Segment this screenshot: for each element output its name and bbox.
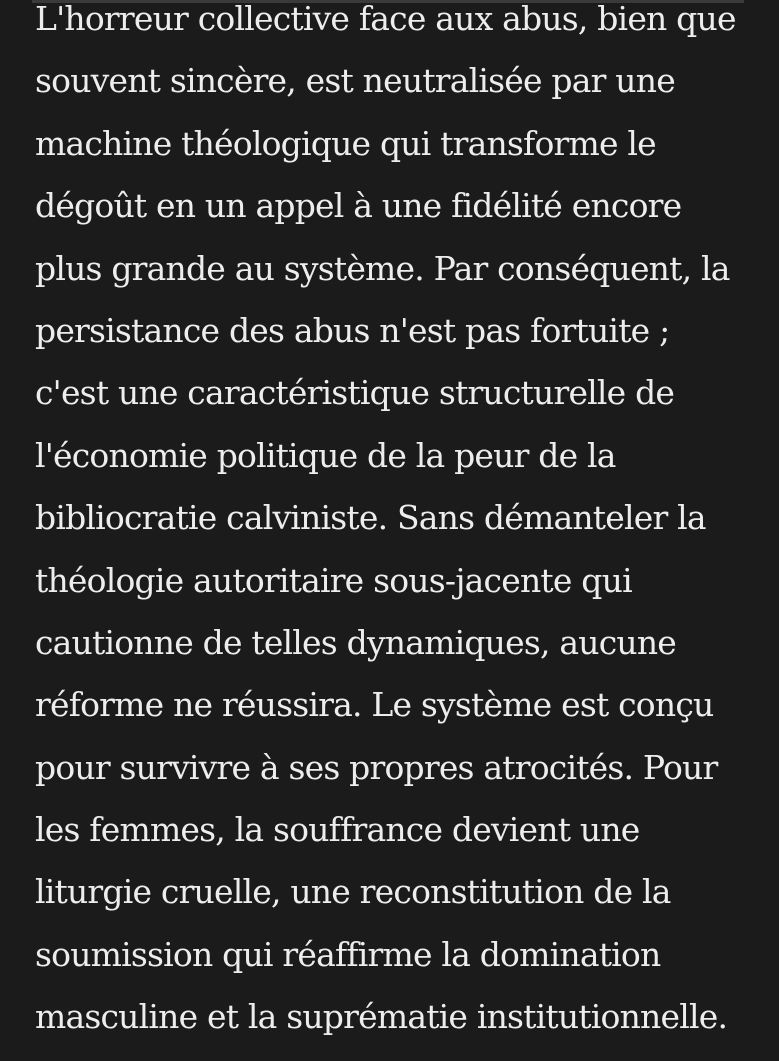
article-paragraph xyxy=(35,0,765,1061)
text-line: machine théologique qui transforme le xyxy=(35,123,656,163)
text-line: théologie autoritaire sous-jacente qui xyxy=(35,560,632,600)
text-line: liturgie cruelle, une reconstitution de la xyxy=(35,872,671,912)
text-line: masculine et la suprématie institutionnelle. xyxy=(35,997,728,1037)
text-line: réforme ne réussira. Le système est conçu xyxy=(35,685,714,725)
text-line: bibliocratie calviniste. Sans démanteler la xyxy=(35,498,706,538)
text-line: dégoût en un appel à une fidélité encore xyxy=(35,186,682,226)
text-line: c'est une caractéristique structurelle de xyxy=(35,373,675,413)
text-line: les femmes, la souffrance devient une xyxy=(35,810,640,850)
text-line: cautionne de telles dynamiques, aucune xyxy=(35,622,677,662)
text-line: L'horreur collective face aux abus, bien que xyxy=(35,0,736,38)
text-line: persistance des abus n'est pas fortuite ; xyxy=(35,310,670,350)
text-line: souvent sincère, est neutralisée par une xyxy=(35,61,675,101)
text-line: plus grande au système. Par conséquent, la xyxy=(35,248,730,288)
text-line: soumission qui réaffirme la domination xyxy=(35,934,661,974)
text-line: l'économie politique de la peur de la xyxy=(35,435,616,475)
text-line: pour survivre à ses propres atrocités. Pour xyxy=(35,747,718,787)
